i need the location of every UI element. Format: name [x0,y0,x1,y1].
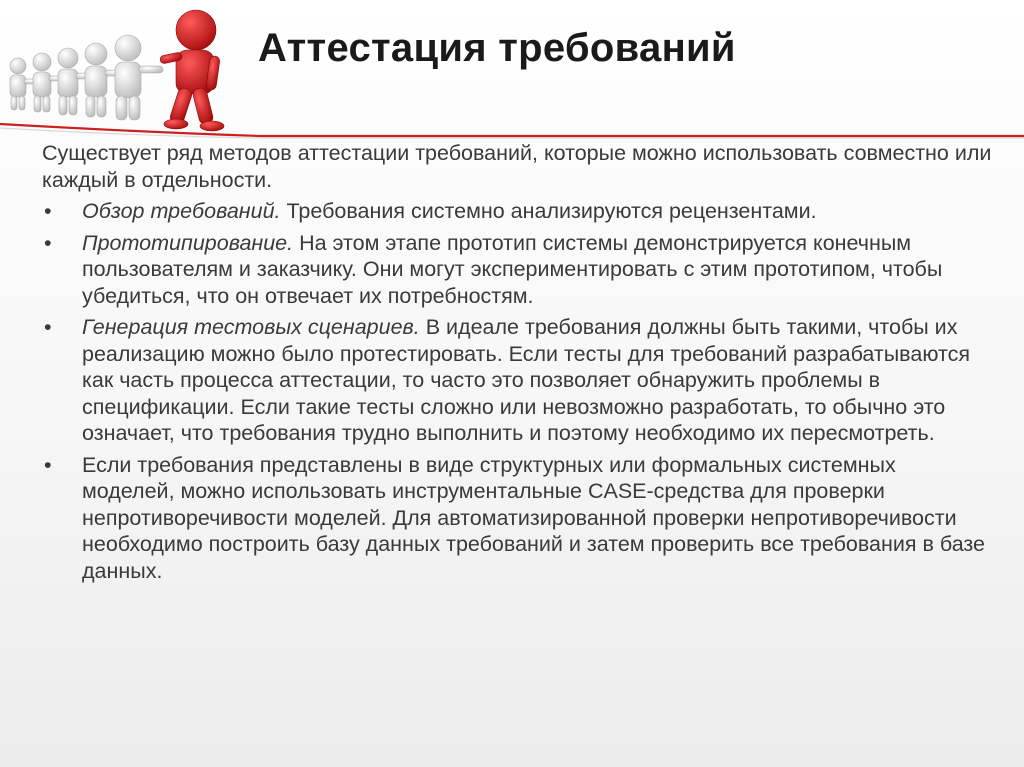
method-term: Генерация тестовых сценариев. [82,315,420,339]
slide-title: Аттестация требований [258,26,736,70]
method-description: Если требования представлены в виде структурных или формальных системных моделей, можно использовать инструментальные CASE-средства для проверки непротиворечивости моделей. Для автоматизированной проверки непротиворечивости необходимо построить базу данных требований и затем проверить все требования в базе данных. [82,452,986,583]
method-item-test-generation [42,314,992,447]
method-term: Обзор требований. [82,199,281,223]
method-description: Требования системно анализируются рецензентами. [280,199,817,223]
method-item-case-tools [42,452,992,585]
bullet-dot-icon: • [44,199,52,223]
method-description: В идеале требования должны быть такими, чтобы их реализацию можно было протестировать. Если тесты для требований разрабатываются как часть процесса аттестации, то часто это позволяет обнаружить проблемы в спецификации. Если такие тесты сложно или невозможно разработать, то обычно это означает, что требования трудно выполнить и поэтому необходимо их пересмотреть. [82,315,970,445]
method-list [42,198,992,584]
method-item-review [42,198,992,225]
method-term: Прототипирование. [82,230,294,255]
method-description: На этом этапе прототип системы демонстрируется конечным пользователям и заказчику. Они могут экспериментировать с этим прототипом, чтобы убедиться, что он отвечает их потребностям. [82,230,943,308]
method-item-prototyping [42,230,992,310]
slide-body [42,140,992,589]
red-leader-figure [159,10,224,131]
bullet-dot-icon: • [44,315,52,339]
bullet-dot-icon: • [44,452,52,477]
white-follower-figure [115,35,163,120]
intro-text: Существует ряд методов аттестации требований, которые можно использовать совместно или каждый в отдельности. [42,141,992,192]
bullet-dot-icon: • [44,230,52,255]
